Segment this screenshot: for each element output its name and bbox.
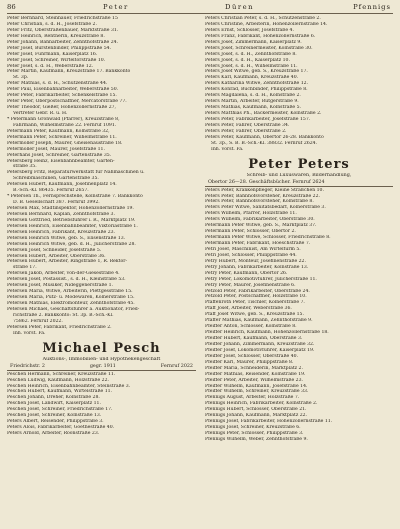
- directory-entry: Peter Theodor, Gießer, Hohenzollernstraße 27,: [7, 105, 116, 111]
- directory-entry: Petersen Hubert, Arbeiter, Ringstraße 1, R. Rektor-: [7, 259, 128, 265]
- directory-entry: Pfeiffer Johann, Zimmermann, Kreuzstraße 32.: [205, 341, 315, 347]
- directory-entry: Peters Josef, Schreinermeister, Kölnstraße 30.: [205, 45, 313, 51]
- directory-entry: Petry Peter, Kaufmann, Obertor 26.: [205, 270, 288, 276]
- directory-entry: Peters Ernst, Schlosser, Josefstraße 4.: [205, 27, 294, 33]
- directory-entry: Pfaffer Mathias, Kaufmann, Zehnthofstraße 9.: [205, 318, 313, 324]
- directory-entry: Peter Josef, Bürstenbinder, Philippstraße 54.: [7, 45, 112, 51]
- directory-entry: Peters Peter, Fabrikarbeiter, Josefstraße 157.: [205, 116, 311, 122]
- directory-entry: Pfeiffer Peter, Arbeiter, Wilhelmstraße 23.: [205, 377, 303, 383]
- directory-entry: Petersen Mathias, Elektromonteur, Zehnthofstraße 45.: [7, 301, 135, 306]
- directory-entry: Pfennigs Johann, Kaufmann, Marktplatz 22.: [205, 413, 308, 419]
- directory-entry: Peters Wilhelm, Fabrikarbeiter, Oberstraße 30.: [205, 217, 315, 223]
- directory-entry: Pfaff Josef, Arbeiter, Weberstraße 36.: [205, 306, 292, 312]
- directory-entry: Petersen Gottfried, Betriebsführer i. R., Marktplatz 19.: [7, 217, 136, 223]
- header-left-word: Peter: [103, 3, 129, 11]
- directory-entry: Peterhans Josef, Schreiner, Gartenstraße 35.: [7, 152, 112, 158]
- directory-entry: Peters Franz, Fabrikant, Hohenzollernstraße 6.: [205, 33, 316, 39]
- directory-entry: straße 17.: [13, 265, 37, 271]
- directory-entry: Pfeiffer Maria, Schneiderin, Marktplatz 2.: [205, 365, 303, 371]
- directory-entry: Pfeiffer Karl, Maurer, Philippstraße 8.: [205, 359, 294, 365]
- directory-entry: Peters Mathias, Kaufmann, Kölnstraße 5.: [205, 105, 301, 111]
- directory-entry: Petermann Peter, Kaufmann, Kölnstraße 32,: [7, 128, 110, 134]
- ad-phone: Fernruf 2022: [160, 363, 193, 369]
- directory-entry: Petri Josef, Schlosser, Philippstraße 44.: [205, 252, 297, 258]
- directory-entry: Petzold Peter, Postschaffner, Holzstraße 10.: [205, 294, 307, 300]
- directory-entry: Peters Albert, Reisender, Philippstraße 3.: [7, 419, 104, 425]
- directory-entry: Peters Peter, Kaufmann, Obertor 26-28. Bankkonto: [205, 134, 324, 140]
- directory-entry: Petersen Josef, Schneider, Josefstraße 5.: [7, 247, 102, 253]
- directory-entry: Petersen Hubert, Kaufmann, Josefinenplatz 14.: [7, 182, 117, 188]
- directory-entry: Peschen Josef, Landwirt, Kaiserplatz 11.: [7, 401, 101, 407]
- directory-entry: Peschen Josef, Schreiner, Friedrichstraße 17.: [7, 407, 113, 413]
- directory-entry: Peters Peter, Krankenpfleger, Kleine Sträßchen 10.: [205, 187, 324, 193]
- directory-entry: Peters Alois, Fabrikarbeiter, Goethestraße 40.: [7, 425, 115, 431]
- directory-entry: Petersen Hubert, Arbeiter, Oberstraße 36.: [7, 253, 106, 259]
- directory-entry: Petersen Heinrich Witwe, geb. d. H., Jülicherstraße 28.: [7, 241, 136, 247]
- directory-entry: Pfennigs Josef, Schreiner, Kreuzstraße 6.: [205, 425, 301, 431]
- directory-entry: Peschen Johann, Dreher, Kölnstraße 28.: [7, 395, 100, 401]
- directory-entry: Peters Christian Peter, s. d. H., Schützenstraße 2.: [205, 16, 321, 21]
- directory-entry: Petry Peter, Maurer, Josefinenstraße 6.: [205, 282, 296, 288]
- directory-entry: Petersberg Fritz, Reparaturwerkstatt für Nähmaschinen u.: [7, 170, 145, 176]
- right-column: [205, 16, 393, 443]
- directory-entry: Petermann Peter, Schlosser, Obertor 2.: [205, 229, 296, 235]
- directory-entry: Peter Martin, Kaufmann, Kreuzstraße 17. Bankkonto: [7, 69, 131, 75]
- directory-entry: Pfennigs Peter, Schlosser, Philippstraße 3.: [205, 431, 304, 436]
- ad-title-peter-peters: Peter Peters: [248, 156, 350, 172]
- directory-entry: Peters Konrad, Buchbinder, Philippstraße 8.: [205, 87, 308, 93]
- header-right-word: Pfennigs: [353, 3, 391, 11]
- directory-entry: Peters Josef, s. d. H., Kaiserplatz 10.: [205, 57, 290, 63]
- directory-entry: 75862. Fernruf 2022.: [13, 318, 63, 324]
- directory-entry: Peschen Hubert, Kaufmann, Wirtelstraße 11.: [7, 389, 113, 395]
- directory-entry: Peters Arnold, Arbeiter, Roonstraße 23.: [7, 431, 100, 436]
- directory-entry: Peschen Heinrich, Eisenbahnbeamter, Steinstraße 3.: [7, 383, 131, 389]
- directory-entry: Peters Josef, s. d. H., Wilhelmstraße 11.: [205, 63, 298, 69]
- directory-entry: Peters Magdalena, s. d. H., Kölnstraße 2.: [205, 93, 301, 99]
- directory-entry: Pfennigs Hubert, Schlosser, Oberstraße 21.: [205, 407, 307, 413]
- directory-entry: Petersen Michael, Geschäftsführer a. Auktionator, Fried-: [7, 306, 140, 312]
- directory-entry: Peter Bernhard, Steinhauer, Friedrichstraße 15: [7, 16, 118, 21]
- directory-entry: Pfeiffer Hubert, Kaufmann, Oberstraße 3.: [205, 336, 303, 341]
- directory-entry: Peter Peter, Fabrikarbeiter, Schenkelstraße 15.: [7, 93, 117, 99]
- header-city: Düren: [225, 3, 254, 11]
- directory-entry: Peters Peter, Fahrer, Oberstraße 2.: [205, 128, 287, 134]
- two-column-body: [7, 16, 393, 443]
- ad-address: Friedrichstr. 2: [10, 363, 45, 369]
- directory-entry: * Petermann Grönwald (Pfarrer), Kreuzstraße 8,: [7, 116, 120, 122]
- directory-entry: Peters Karl, Kaufmann, Kreuzstraße 40.: [205, 75, 299, 81]
- ad-info-bar: [7, 363, 196, 371]
- directory-entry: Peters Christine, Arbeiterin, Hohenzollernstraße 14.: [205, 21, 328, 27]
- directory-entry: Inh. vorst. Fa.: [13, 330, 46, 336]
- directory-entry: Peters Matthias Ph., Bäckermeister, Kölnstraße 2.: [205, 111, 322, 116]
- directory-entry: Petersen Josef, Musiker, Nideggenerstraße 1.: [7, 283, 113, 289]
- directory-entry: Petersen Jakob, Arbeiter, von-der-Giesestraße 4.: [7, 271, 120, 277]
- directory-entry: Petermann Peter Witwe, Schlosser, Friedrichstraße 8.: [205, 235, 331, 241]
- directory-entry: Pfennigs Wilhelm, Weber, Zehnthofstraße 9.: [205, 436, 308, 442]
- directory-entry: St. 3p., S. B. B.-Sch.-Kl. 38832. Fernruf 2624.: [211, 140, 318, 146]
- left-entry-list-2: [7, 372, 196, 437]
- directory-entry: Petry Peter, Lokomotivführer, Jülicherstraße 11.: [205, 276, 317, 282]
- directory-entry: Pfeiffer Mathias, Reisender, Kölnstraße 19.: [205, 371, 306, 377]
- directory-entry: Pfeiffer Josef, Schlosser, Oberstraße 40.: [205, 353, 299, 359]
- directory-entry: D. B. Gesellschaft 387. Fernruf 3992.: [13, 200, 100, 206]
- directory-entry: B.-Sch.-Kl. 86435. Fernruf 2657.: [13, 188, 89, 194]
- directory-entry: Petersen Heinrich, Eisenbahnbeamter, Viktoriastraße 1.: [7, 223, 138, 229]
- directory-entry: Petry Johann, Fabrikarbeiter, Kölnstraße 13.: [205, 264, 309, 270]
- ad-subtitle-2: Schreib- und Luxuswaren, Bilderhandlung,: [246, 172, 352, 178]
- directory-entry: Peter Heinrich, Rentnerin, Kreuzstraße 8.: [7, 33, 105, 39]
- directory-entry: Peters Katharina Witwe, Zehnthofstraße 12.: [205, 81, 309, 87]
- directory-entry: Peters Josef, Zimmermann, Kaiserplatz 9.: [205, 39, 302, 45]
- directory-entry: Peters Peter, Fahrer, Oberstraße 34.: [205, 122, 290, 128]
- directory-entry: Petermöller Joseph, Maurer, Gneisenaustraße 18.: [7, 140, 123, 146]
- directory-entry: Peter Josef, s. d. H., Weberstraße 12.: [7, 63, 94, 69]
- directory-entry: Inh. vorst. Fa.: [211, 146, 244, 152]
- right-entry-list: [205, 16, 393, 153]
- directory-entry: Peschen Hermann, Schreiner, Kreuzstraße 11.: [7, 371, 116, 377]
- directory-entry: Fahrmann, Wilhelmstraße 22. Fernruf 1091.: [13, 122, 117, 128]
- directory-entry: Pfeiffer Heinrich, Kaufmann, Hohenzollernstraße 18.: [205, 330, 329, 336]
- directory-entry: Peters Peter Witwe, Sanitätsbedarf, Kölnerstraße 3.: [205, 205, 326, 211]
- directory-entry: Schreibmaschinen, Gartenstraße 35.: [13, 176, 99, 182]
- directory-entry: Peters Josef Witwe, geb. S., Kreuzstraße 17.: [205, 69, 308, 75]
- directory-entry: Peter Johann, Bahnarbeiter, Zehnthofstraße 24.: [7, 39, 119, 45]
- directory-entry: Peter Josef, Schreiner, Wirteltorstraße 10.: [7, 57, 106, 63]
- directory-entry: Pfennigs Heinrich, Fabrikarbeiter, Kölnstraße 2.: [205, 401, 318, 407]
- ad-address-2: Obertor 26—28. Geschäftsbücher. Fernruf 2624: [208, 179, 325, 185]
- directory-entry: Pfeiffer Anton, Schlosser, Kölnstraße 8.: [205, 324, 297, 330]
- directory-entry: Pfeiffer Wilhelm, Kaufmann, Josefstraße 14.: [205, 383, 308, 389]
- directory-entry: Petersen Heinrich, Fabrikant, Kreuzstraße 23.: [7, 229, 116, 235]
- directory-entry: richstraße 2. Bankkonto: St. 3p. B.-Sch.-Kl.: [13, 312, 114, 318]
- directory-entry: Pfennigs Josef, Fabrikarbeiter, Hohenzollernstraße 11.: [205, 419, 333, 425]
- directory-entry: Petry Hubert, Monteur, Josefinenstraße 22.: [205, 258, 306, 264]
- left-entry-list: [7, 16, 196, 337]
- directory-entry: Peters Peter, Bahnhofsvorsteher, Kölnstraße 8.: [205, 199, 314, 205]
- directory-entry: Petzold Peter, Fabrikarbeiter, Oberstraße 24.: [205, 288, 310, 294]
- directory-entry: Peter Peter, Oberpostschaffner, Mercatorstraße 77.: [7, 99, 127, 105]
- directory-entry: Vertreter Gebr. R. u. H.: [13, 111, 68, 116]
- directory-entry: Peter Paul, Eisenbahnarbeiter, Weberstraße 50.: [7, 87, 119, 93]
- directory-entry: Pfennigs August, Arbeiter, Holzstraße 7.: [205, 395, 300, 401]
- ad-info-bar-2: [205, 179, 393, 187]
- directory-entry: Peter Josef, Fuhrmann, Kaiserplatz 16.: [7, 51, 98, 57]
- directory-entry: Peschen Josef, Schreiner, Kölnstraße 13.: [7, 413, 102, 419]
- directory-entry: Pfaffenroth Peter, Tischler, Kölnerstraße 7.: [205, 300, 305, 306]
- directory-entry: straße 35.: [13, 164, 37, 170]
- directory-entry: Petersen Maria, Putz- u. Modewaren, Kölnerstraße 15.: [7, 295, 135, 301]
- directory-entry: Peters Martin, Arbeiter, Rütgerstraße 9.: [205, 99, 299, 105]
- directory-entry: Petermann Peter, Fabrikant, Hoeschstraße 7.: [205, 241, 311, 246]
- ad-title-michael-pesch: Michael Pesch: [42, 340, 161, 356]
- directory-entry: Pfeiffer Wilhelm, Schreiner, Kreuzstraße 33.: [205, 389, 309, 395]
- directory-entry: Peter Christian, s. d. H., Josefstraße 2.: [7, 21, 97, 27]
- directory-entry: Petersen Maria, Witwe, Arbeiterin, Plettgesstraße 15.: [7, 289, 133, 295]
- directory-entry: Peters Peter, Bahnhofsvorsteher, Kreuzstraße 22.: [205, 193, 320, 199]
- directory-entry: Peschen Ludwig, Kaufmann, Holzstraße 22.: [7, 377, 109, 383]
- directory-entry: Peters Josef, s. d. H., Zehnthofstraße 8.: [205, 51, 297, 57]
- directory-entry: St. 3p.: [13, 75, 29, 81]
- directory-entry: Petersberg Heinz, Eisenbahnbeamter, Garten-: [7, 158, 115, 164]
- directory-entry: Peter Mathias, s. d. H., Schützenstraße 44.: [7, 81, 108, 87]
- directory-entry: Petermöller Josef, Maurer, Josefstraße 11.: [7, 146, 105, 152]
- directory-entry: Petermann Peter Witwe, geb. S., Marktplatz 37.: [205, 223, 317, 229]
- directory-entry: Petersen Josef, Postassist., s. d. H., Kleinstraße 53.: [7, 277, 126, 283]
- ad-subtitle: Auktions-, Immobilien- und Hypothekengeschäft: [42, 356, 161, 362]
- page-header: [7, 2, 393, 14]
- ad-founded: gegr. 1911: [89, 363, 116, 369]
- directory-entry: Pfaff Josef Witwe, geb. S., Kreuzstraße 15.: [205, 312, 304, 318]
- right-entry-list-2: [205, 188, 393, 443]
- directory-entry: Petermann Peter, Schreiner, Wilhelmstraße 11.: [7, 134, 117, 140]
- directory-entry: Petersen Heinrich Witwe, geb. S., Elisenstraße 13.: [7, 235, 126, 241]
- directory-entry: Petersen Max, Stadtinspektor, Hohenzollernstraße 19.: [7, 206, 134, 211]
- directory-entry: Petri Josef, Maschinist, Am Wirtelturm 5.: [205, 246, 301, 252]
- directory-entry: Peters Wilhelm, Pfarrer, Holzstraße 11.: [205, 211, 297, 217]
- directory-entry: Petersen Peter, Fabrikant, Friedrichstraße 2.: [7, 324, 112, 330]
- page-number: 86: [7, 3, 16, 11]
- directory-entry: * Petersen Th., Fernsprechstelle, Kölnstraße 7. Bankkonto: [7, 194, 143, 200]
- directory-entry: Petersen Bernhard, Kaplan, Zehnthofstraße 3.: [7, 211, 115, 217]
- left-column: [7, 16, 196, 443]
- directory-entry: Pfeiffer Josef, Lokomotivführer, Kaiserplatz 19.: [205, 347, 315, 353]
- directory-entry: Peter Fritz, Oberstraßenbauer, Marktstraße 31.: [7, 27, 119, 33]
